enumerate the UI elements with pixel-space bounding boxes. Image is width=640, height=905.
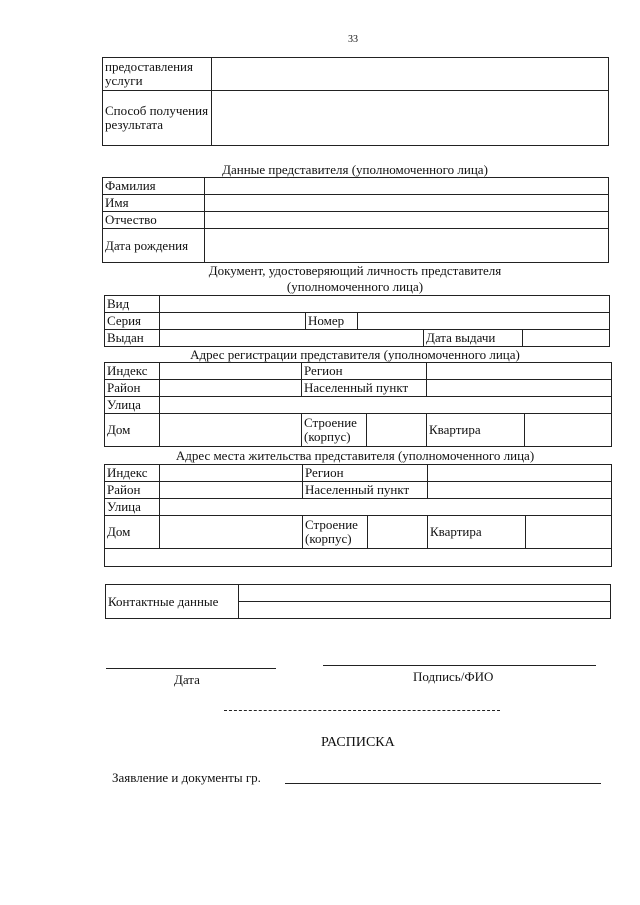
cut-line bbox=[224, 710, 500, 711]
signature-caption: Подпись/ФИО bbox=[413, 669, 494, 684]
id-doc-table bbox=[104, 295, 610, 347]
contacts-label: Контактные данные bbox=[106, 585, 239, 619]
res-building-label: Строение (корпус) bbox=[303, 516, 368, 549]
res-empty-row bbox=[105, 549, 612, 567]
res-apartment-label: Квартира bbox=[428, 516, 526, 549]
reg-district-label: Район bbox=[105, 380, 160, 397]
page-number: 33 bbox=[348, 34, 358, 45]
birth-date-field[interactable] bbox=[205, 229, 609, 263]
res-region-label: Регион bbox=[303, 465, 428, 482]
res-locality-field[interactable] bbox=[428, 482, 612, 499]
reg-address-table bbox=[104, 362, 612, 447]
reg-apartment-field[interactable] bbox=[525, 414, 612, 447]
date-caption: Дата bbox=[174, 672, 200, 687]
result-method-label: Способ получения результата bbox=[103, 91, 212, 146]
reg-region-label: Регион bbox=[302, 363, 427, 380]
reg-house-label: Дом bbox=[105, 414, 160, 447]
res-house-field[interactable] bbox=[160, 516, 303, 549]
res-address-table bbox=[104, 464, 612, 567]
reg-index-field[interactable] bbox=[160, 363, 302, 380]
reg-locality-field[interactable] bbox=[427, 380, 612, 397]
id-doc-title-1: Документ, удостоверяющий личность представителя bbox=[208, 263, 502, 278]
rep-table bbox=[102, 177, 609, 263]
res-region-field[interactable] bbox=[428, 465, 612, 482]
res-district-label: Район bbox=[105, 482, 160, 499]
id-doc-title-2: (уполномоченного лица) bbox=[286, 279, 424, 294]
contacts-table bbox=[105, 584, 611, 619]
res-index-field[interactable] bbox=[160, 465, 303, 482]
date-line[interactable] bbox=[106, 668, 276, 669]
reg-region-field[interactable] bbox=[427, 363, 612, 380]
reg-apartment-label: Квартира bbox=[427, 414, 525, 447]
res-locality-label: Населенный пункт bbox=[303, 482, 428, 499]
doc-type-label: Вид bbox=[105, 296, 160, 313]
reg-street-label: Улица bbox=[105, 397, 160, 414]
reg-district-field[interactable] bbox=[160, 380, 302, 397]
rep-title: Данные представителя (уполномоченного лица) bbox=[222, 162, 488, 177]
service-label: предоставления услуги bbox=[103, 58, 212, 91]
service-table bbox=[102, 57, 609, 146]
contacts-field-2[interactable] bbox=[239, 602, 611, 619]
birth-date-label: Дата рождения bbox=[103, 229, 205, 263]
receipt-line-label: Заявление и документы гр. bbox=[112, 770, 261, 785]
patronymic-label: Отчество bbox=[103, 212, 205, 229]
doc-series-label: Серия bbox=[105, 313, 160, 330]
res-index-label: Индекс bbox=[105, 465, 160, 482]
reg-locality-label: Населенный пункт bbox=[302, 380, 427, 397]
reg-address-title: Адрес регистрации представителя (уполномоченного лица) bbox=[190, 347, 520, 362]
receipt-title: РАСПИСКА bbox=[321, 735, 395, 750]
first-name-label: Имя bbox=[103, 195, 205, 212]
reg-street-field[interactable] bbox=[160, 397, 612, 414]
doc-issued-field[interactable] bbox=[160, 330, 424, 347]
contacts-field-1[interactable] bbox=[239, 585, 611, 602]
doc-issued-label: Выдан bbox=[105, 330, 160, 347]
first-name-field[interactable] bbox=[205, 195, 609, 212]
doc-type-field[interactable] bbox=[160, 296, 610, 313]
service-value[interactable] bbox=[212, 58, 609, 91]
doc-series-field[interactable] bbox=[160, 313, 306, 330]
last-name-field[interactable] bbox=[205, 178, 609, 195]
res-street-field[interactable] bbox=[160, 499, 612, 516]
res-building-field[interactable] bbox=[368, 516, 428, 549]
reg-house-field[interactable] bbox=[160, 414, 302, 447]
reg-building-field[interactable] bbox=[367, 414, 427, 447]
doc-issue-date-label: Дата выдачи bbox=[424, 330, 523, 347]
res-house-label: Дом bbox=[105, 516, 160, 549]
doc-issue-date-field[interactable] bbox=[523, 330, 610, 347]
doc-number-label: Номер bbox=[306, 313, 358, 330]
reg-building-label: Строение (корпус) bbox=[302, 414, 367, 447]
result-method-value[interactable] bbox=[212, 91, 609, 146]
res-district-field[interactable] bbox=[160, 482, 303, 499]
last-name-label: Фамилия bbox=[103, 178, 205, 195]
reg-index-label: Индекс bbox=[105, 363, 160, 380]
doc-number-field[interactable] bbox=[358, 313, 610, 330]
patronymic-field[interactable] bbox=[205, 212, 609, 229]
res-apartment-field[interactable] bbox=[526, 516, 612, 549]
res-address-title: Адрес места жительства представителя (уполномоченного лица) bbox=[175, 448, 535, 463]
signature-line[interactable] bbox=[323, 665, 596, 666]
receipt-name-line[interactable] bbox=[285, 783, 601, 784]
res-street-label: Улица bbox=[105, 499, 160, 516]
